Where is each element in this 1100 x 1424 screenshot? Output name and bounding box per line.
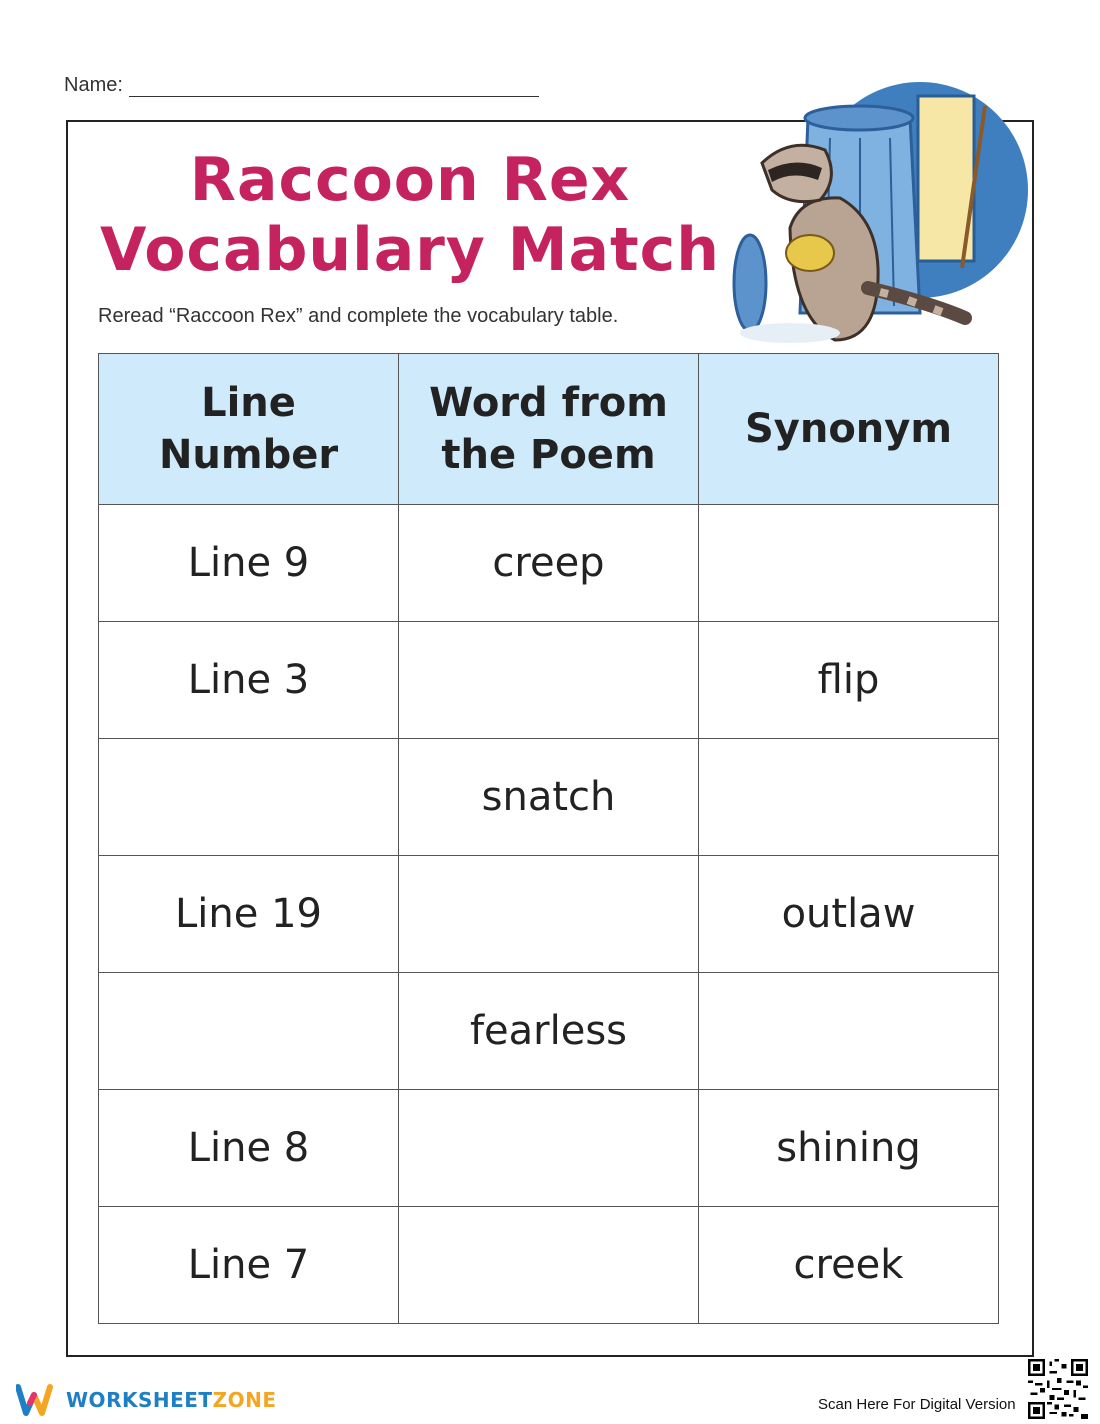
name-blank-line[interactable] [129, 76, 539, 97]
table-row [99, 856, 999, 973]
table-cell[interactable] [99, 739, 399, 856]
table-cell[interactable]: Line 3 [99, 622, 399, 739]
brand-logo [16, 1383, 276, 1417]
vocabulary-table [98, 353, 999, 1324]
table-cell[interactable] [699, 505, 999, 622]
header-text: Word from [429, 380, 668, 426]
table-cell[interactable]: snatch [399, 739, 699, 856]
table-row [99, 1207, 999, 1324]
table-row [99, 739, 999, 856]
brand-name [66, 1388, 276, 1412]
title-line-2: Vocabulary Match [100, 215, 720, 285]
column-header-synonym [699, 354, 999, 505]
table-cell[interactable]: creek [699, 1207, 999, 1324]
table-cell[interactable]: flip [699, 622, 999, 739]
brand-name-part-2: ZONE [212, 1388, 277, 1412]
table-cell[interactable] [399, 622, 699, 739]
scan-caption: Scan Here For Digital Version [818, 1396, 1016, 1413]
table-row [99, 505, 999, 622]
table-cell[interactable] [399, 856, 699, 973]
qr-code-icon[interactable] [1028, 1359, 1088, 1419]
table-row [99, 622, 999, 739]
table-cell[interactable] [699, 739, 999, 856]
raccoon-illustration [730, 78, 1030, 353]
brand-name-part-1: WORKSHEET [66, 1388, 213, 1412]
title-line-1: Raccoon Rex [189, 145, 631, 215]
name-field [64, 74, 539, 97]
table-cell[interactable]: fearless [399, 973, 699, 1090]
table-cell[interactable] [699, 973, 999, 1090]
table-cell[interactable] [99, 973, 399, 1090]
worksheetzone-logo-icon [16, 1383, 58, 1417]
column-header-word [399, 354, 699, 505]
table-cell[interactable] [399, 1090, 699, 1207]
header-text: the Poem [441, 432, 656, 478]
table-cell[interactable]: creep [399, 505, 699, 622]
column-header-line-number [99, 354, 399, 505]
instructions: Reread “Raccoon Rex” and complete the vocabulary table. [98, 305, 619, 327]
table-cell[interactable]: Line 19 [99, 856, 399, 973]
table-cell[interactable]: shining [699, 1090, 999, 1207]
table-cell[interactable]: Line 8 [99, 1090, 399, 1207]
table-row [99, 973, 999, 1090]
table-cell[interactable]: outlaw [699, 856, 999, 973]
table-row [99, 1090, 999, 1207]
header-text: Synonym [744, 406, 953, 452]
name-label: Name: [64, 74, 123, 96]
table-cell[interactable]: Line 9 [99, 505, 399, 622]
table-cell[interactable] [399, 1207, 699, 1324]
header-text: Number [158, 432, 339, 478]
table-header-row [99, 354, 999, 505]
worksheet-title [60, 145, 760, 285]
table-cell[interactable]: Line 7 [99, 1207, 399, 1324]
header-text: Line [201, 380, 296, 426]
